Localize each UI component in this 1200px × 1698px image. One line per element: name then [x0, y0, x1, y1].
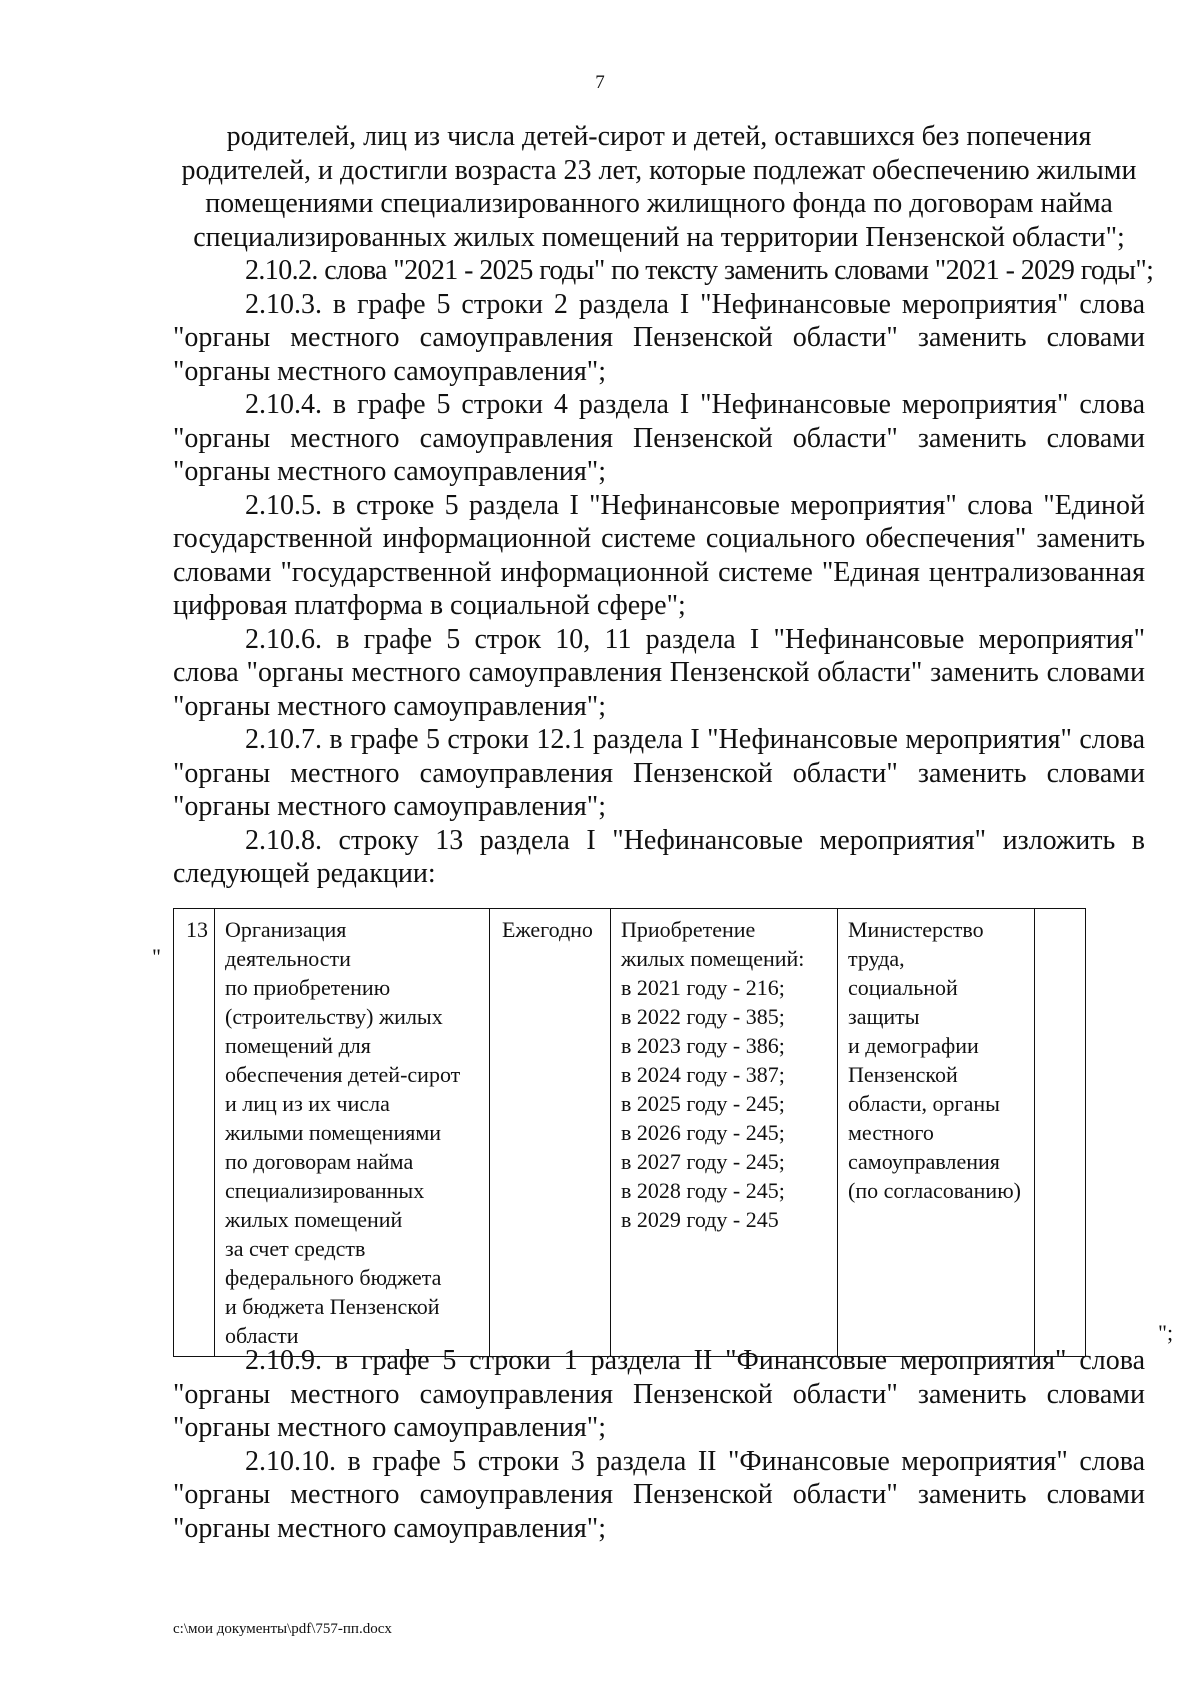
indicator-line: в 2023 году - 386; — [621, 1033, 785, 1058]
table-quote-open: " — [152, 944, 161, 969]
description-line: (строительству) жилых — [225, 1004, 443, 1029]
amendment-2-10-4: 2.10.4. в графе 5 строки 4 раздела I "Нефинансовые мероприятия" слова "органы местного самоуправления Пензенской области" заменить словами "органы местного самоуправления"; — [173, 389, 1145, 487]
amendment-2-10-6: 2.10.6. в графе 5 строк 10, 11 раздела I "Нефинансовые мероприятия" слова "органы местного самоуправления Пензенской области" заменить словами "органы местного самоуправления"; — [173, 623, 1145, 722]
indicator-line: в 2026 году - 245; — [621, 1120, 785, 1145]
indicator-line: в 2027 году - 245; — [621, 1149, 785, 1174]
amendment-2-10-7: 2.10.7. в графе 5 строки 12.1 раздела I "Нефинансовые мероприятия" слова "органы местного самоуправления Пензенской области" заменить словами "органы местного самоуправления"; — [173, 724, 1145, 822]
indicator-line: Приобретение — [621, 917, 756, 942]
table-quote-close: "; — [1158, 1320, 1174, 1345]
amendment-2-10-3: 2.10.3. в графе 5 строки 2 раздела I "Нефинансовые мероприятия" слова "органы местного самоуправления Пензенской области" заменить словами "органы местного самоуправления"; — [173, 288, 1145, 387]
indicator-line: в 2025 году - 245; — [621, 1091, 785, 1116]
description-line: Организация — [225, 917, 347, 942]
replacement-row-table — [173, 908, 1086, 1357]
description-line: по договорам найма — [225, 1149, 414, 1174]
description-line: помещений для — [225, 1033, 371, 1058]
cell-row-number: 13 — [174, 909, 215, 1357]
amendment-2-10-10: 2.10.10. в графе 5 строки 3 раздела II "Финансовые мероприятия" слова "органы местного самоуправления Пензенской области" заменить словами "органы местного самоуправления"; — [173, 1445, 1145, 1544]
footer-file-path: c:\мои документы\pdf\757-пп.docx — [173, 1621, 392, 1637]
executor-line: защиты — [848, 1004, 920, 1029]
description-line: области — [225, 1323, 299, 1348]
executor-line: Пензенской — [848, 1062, 958, 1087]
intro-line: специализированных жилых помещений на территории Пензенской области"; — [193, 221, 1125, 253]
page-number: 7 — [595, 72, 605, 93]
description-line: обеспечения детей-сирот — [225, 1062, 461, 1087]
indicator-line: в 2024 году - 387; — [621, 1062, 785, 1087]
indicator-line: жилых помещений: — [621, 946, 805, 971]
amendment-2-10-9: 2.10.9. в графе 5 строки 1 раздела II "Финансовые мероприятия" слова "органы местного самоуправления Пензенской области" заменить словами "органы местного самоуправления"; — [173, 1345, 1145, 1443]
amendment-2-10-2: 2.10.2. слова "2021 - 2025 годы" по тексту заменить словами "2021 - 2029 годы"; — [245, 255, 1154, 286]
intro-line: родителей, и достигли возраста 23 лет, которые подлежат обеспечению жилыми — [181, 154, 1137, 186]
description-line: жилых помещений — [225, 1207, 403, 1232]
executor-line: самоуправления — [848, 1149, 1000, 1174]
description-line: и лиц из их числа — [225, 1091, 390, 1116]
description-line: и бюджета Пензенской — [225, 1294, 440, 1319]
indicator-line: в 2029 году - 245 — [621, 1207, 779, 1232]
indicator-line: в 2028 году - 245; — [621, 1178, 785, 1203]
description-line: федерального бюджета — [225, 1265, 442, 1290]
description-line: за счет средств — [225, 1236, 366, 1261]
executor-line: (по согласованию) — [848, 1178, 1021, 1203]
amendments-after-table — [173, 1344, 1145, 1545]
amendment-2-10-5: 2.10.5. в строке 5 раздела I "Нефинансовые мероприятия" слова "Единой государственной информационной системе социального обеспечения" заменить словами "государственной информационной системе "Единая централизованная цифровая платформа в социальной сфере"; — [173, 489, 1145, 621]
cell-empty — [1035, 909, 1086, 1357]
cell-executors — [838, 909, 1035, 1357]
executor-line: области, органы — [848, 1091, 1000, 1116]
description-line: специализированных — [225, 1178, 425, 1203]
description-line: жилыми помещениями — [225, 1120, 442, 1145]
indicator-line: в 2021 году - 216; — [621, 975, 785, 1000]
intro-line: помещениями специализированного жилищного фонда по договорам найма — [205, 188, 1113, 219]
indicator-line: в 2022 году - 385; — [621, 1004, 785, 1029]
executor-line: Министерство — [848, 917, 984, 942]
table-row — [174, 909, 1086, 1357]
intro-line: родителей, лиц из числа детей-сирот и детей, оставшихся без попечения — [226, 121, 1092, 152]
executor-line: труда, — [848, 946, 905, 971]
cell-description — [215, 909, 490, 1357]
intro-paragraph — [173, 120, 1145, 254]
description-line: по приобретению — [225, 975, 391, 1000]
description-line: деятельности — [225, 946, 351, 971]
executor-line: местного — [848, 1120, 934, 1145]
amendment-2-10-8: 2.10.8. строку 13 раздела I "Нефинансовые мероприятия" изложить в следующей редакции: — [173, 824, 1145, 889]
cell-indicators — [611, 909, 838, 1357]
executor-line: социальной — [848, 975, 958, 1000]
cell-period: Ежегодно — [490, 909, 611, 1357]
amendments-before-table — [173, 254, 1154, 891]
executor-line: и демографии — [848, 1033, 979, 1058]
